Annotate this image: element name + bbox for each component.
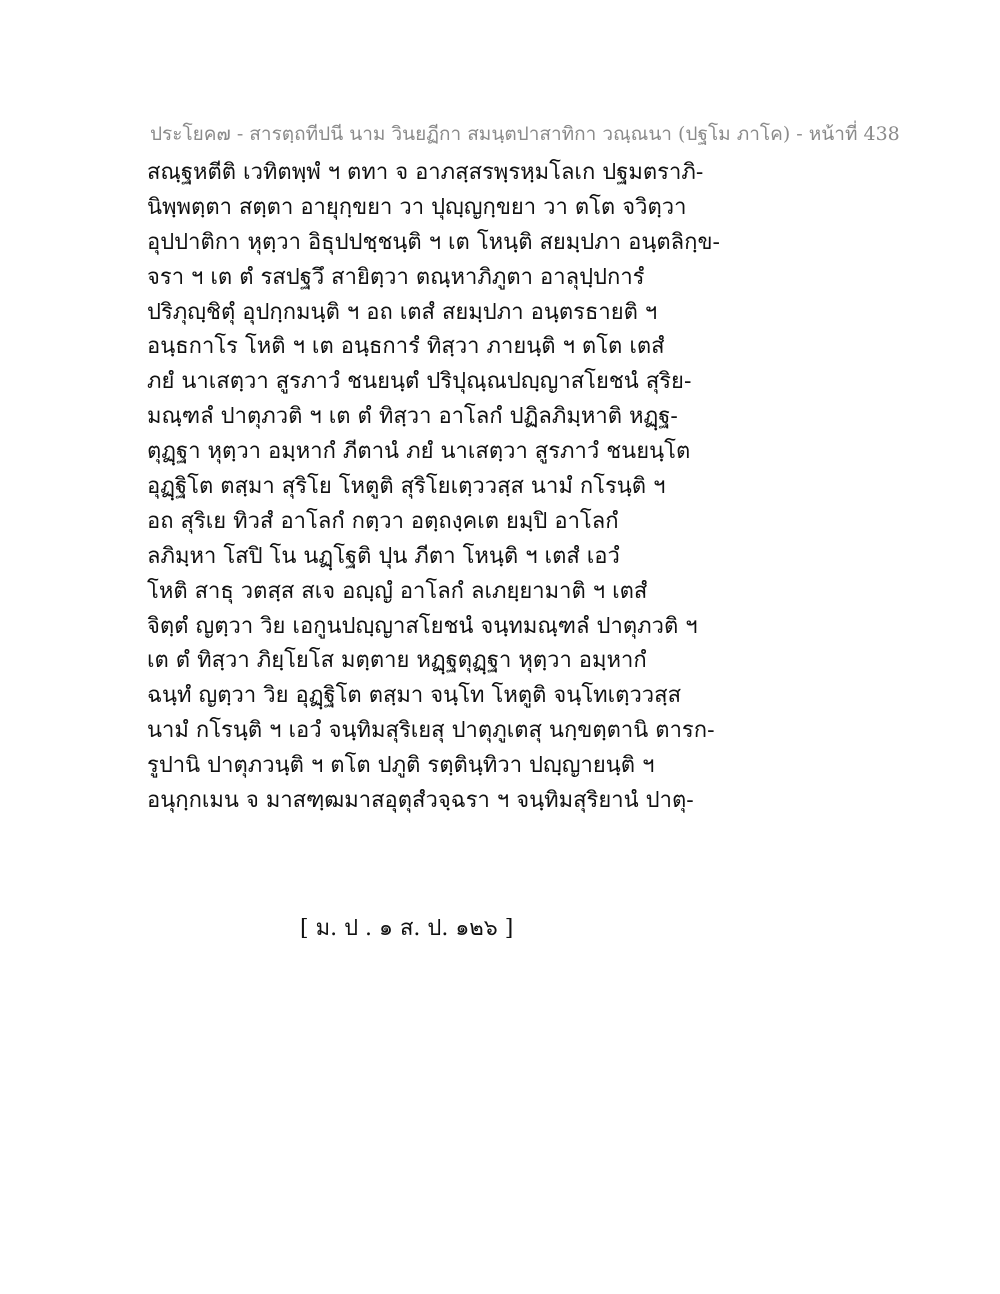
text-line: มณฺฑลํ ปาตุภวติ ฯ เต ตํ ทิสฺวา อาโลกํ ปฏิลภิมฺหาติ หฏฺฐ-: [147, 404, 678, 430]
text-line: อนุกฺกเมน จ มาสฑฺฒมาสอุตุสํวจฺฉรา ฯ จนฺทิมสุริยานํ ปาตุ-: [147, 788, 694, 814]
text-line: ปริภุญฺชิตุํ อุปกฺกมนฺติ ฯ อถ เตสํ สยมฺปภา อนฺตรธายติ ฯ: [147, 299, 658, 325]
text-line: จิตฺตํ ญตฺวา วิย เอกูนปญฺญาสโยชนํ จนฺทมณฺฑลํ ปาตุภวติ ฯ: [147, 613, 698, 639]
text-line: เต ตํ ทิสฺวา ภิยฺโยโส มตฺตาย หฏฺฐตุฏฺฐา หุตฺวา อมฺหากํ: [147, 648, 647, 674]
text-line: รูปานิ ปาตุภวนฺติ ฯ ตโต ปภูติ รตฺตินฺทิวา ปญฺญายนฺติ ฯ: [147, 753, 655, 779]
text-line: ตุฏฺฐา หุตฺวา อมฺหากํ ภีตานํ ภยํ นาเสตฺวา สูรภาวํ ชนยนฺโต: [147, 439, 691, 465]
text-line: ฉนฺทํ ญตฺวา วิย อุฏฺฐิโต ตสฺมา จนฺโท โหตูติ จนฺโทเตฺววสฺส: [147, 683, 682, 709]
body-text: [147, 156, 867, 819]
text-line: นิพฺพตฺตา สตฺตา อายุกฺขยา วา ปุญฺญกฺขยา วา ตโต จวิตฺวา: [147, 194, 687, 220]
text-line: อนฺธกาโร โหติ ฯ เต อนฺธการํ ทิสฺวา ภายนฺติ ฯ ตโต เตสํ: [147, 334, 665, 360]
text-line: อถ สุริเย ทิวสํ อาโลกํ กตฺวา อตฺถงฺคเต ยมฺปิ อาโลกํ: [147, 508, 619, 534]
page-reference: [ ม. ป . ๑ ส. ป. ๑๒๖ ]: [300, 916, 514, 941]
text-line: สณฺฐหตีติ เวทิตพฺพํ ฯ ตทา จ อาภสฺสรพฺรหฺมโลเก ปฐมตราภิ-: [147, 160, 704, 185]
text-line: นามํ กโรนฺติ ฯ เอวํ จนฺทิมสุริเยสุ ปาตุภูเตสุ นกฺขตฺตานิ ตารก-: [147, 718, 715, 744]
text-line: อุปปาติกา หุตฺวา อิธุปปชฺชนฺติ ฯ เต โหนฺติ สยมฺปภา อนฺตลิกฺข-: [147, 229, 720, 255]
text-line: ภยํ นาเสตฺวา สูรภาวํ ชนยนฺตํ ปริปุณฺณปญฺญาสโยชนํ สุริย-: [147, 369, 692, 395]
text-line: โหติ สาธุ วตสฺส สเจ อญฺญํ อาโลกํ ลเภยฺยามาติ ฯ เตสํ: [147, 578, 648, 604]
text-line: จรา ฯ เต ตํ รสปฐวึ สายิตฺวา ตณฺหาภิภูตา อาลุปฺปการํ: [147, 264, 645, 290]
text-line: อุฏฺฐิโต ตสฺมา สุริโย โหตูติ สุริโยเตฺววสฺส นามํ กโรนฺติ ฯ: [147, 474, 666, 500]
running-header: ประโยค๗ - สารตฺถทีปนี นาม วินยฏีกา สมนฺตปาสาทิกา วณฺณนา (ปฐโม ภาโค) - หน้าที่ 438: [150, 123, 900, 145]
text-line: ลภิมฺหา โสปิ โน นฏฺโฐติ ปุน ภีตา โหนฺติ ฯ เตสํ เอวํ: [147, 543, 620, 569]
